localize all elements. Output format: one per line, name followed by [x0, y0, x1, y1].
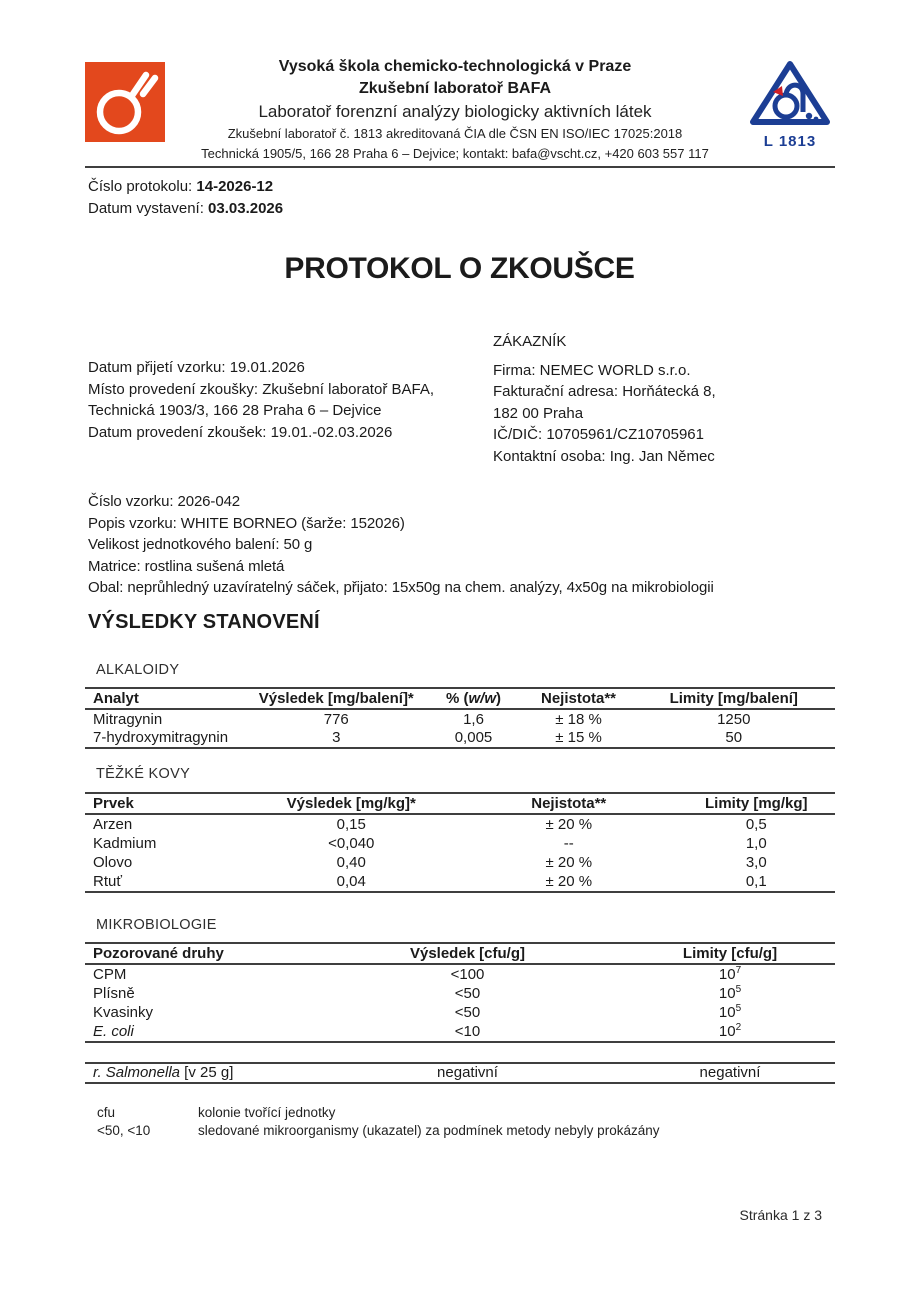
limit-cell: 0,5: [745, 815, 767, 833]
lab-full-name: Laboratoř forenzní analýzy biologicky aktivních látek: [258, 102, 652, 121]
lab-name: Zkušební laboratoř BAFA: [358, 80, 552, 97]
customer-info: [493, 331, 716, 467]
uncertainty-cell: ± 20 %: [460, 873, 678, 893]
column-header-percent: % (w/w): [423, 688, 525, 709]
intake-line: Datum přijetí vzorku: 19.01.2026: [88, 359, 305, 376]
table-row: [85, 814, 835, 834]
element-cell: Arzen: [93, 815, 133, 833]
limit-cell: 3,0: [745, 854, 767, 872]
limit-cell: 50: [633, 729, 836, 749]
result-cell: <10: [310, 1023, 625, 1043]
footnote-term: <50, <10: [97, 1122, 151, 1138]
result-cell: negativní: [310, 1063, 625, 1083]
column-header-uncertainty: Nejistota**: [525, 688, 633, 709]
sample-line: Matrice: rostlina sušená mletá: [88, 557, 285, 575]
footnote-text: kolonie tvořící jednotky: [198, 1105, 336, 1120]
column-header-limits: Limity [mg/balení]: [633, 688, 836, 709]
cia-accreditation-number: L 1813: [763, 133, 817, 150]
column-header-result: Výsledek [mg/balení]*: [250, 688, 423, 709]
column-header-species: Pozorované druhy: [85, 943, 310, 964]
table-row: [85, 853, 835, 873]
result-cell: 776: [323, 710, 349, 728]
issue-date-line: [88, 198, 283, 220]
limit-cell: 1250: [717, 710, 751, 728]
result-cell: <50: [454, 984, 481, 1002]
issue-date-value: 03.03.2026: [208, 200, 284, 217]
salmonella-prefix: r.: [93, 1064, 106, 1082]
footnote-term: cfu: [97, 1105, 116, 1120]
header-divider: [85, 166, 835, 168]
customer-line: 182 00 Praha: [493, 404, 584, 422]
column-header-analyte: Analyt: [85, 688, 250, 709]
sample-line: Číslo vzorku: 2026-042: [88, 493, 241, 510]
protocol-number-value: 14-2026-12: [196, 178, 274, 195]
alkaloids-section-label: ALKALOIDY: [96, 662, 180, 678]
protocol-number-line: [88, 176, 283, 198]
column-header-result: Výsledek [mg/kg]*: [243, 793, 461, 814]
limit-cell: $10^5$: [718, 1003, 742, 1022]
percent-cell: 1,6: [463, 710, 484, 728]
percent-cell: 0,005: [423, 729, 525, 749]
heavy-metals-section-label: TĚŽKÉ KOVY: [96, 766, 191, 782]
column-header-limits: Limity [cfu/g]: [625, 943, 835, 964]
cia-accreditation-logo: [745, 60, 835, 150]
table-row: [85, 1003, 835, 1023]
limit-cell: negativní: [625, 1063, 835, 1083]
result-cell: 0,04: [243, 873, 461, 893]
uncertainty-cell: --: [563, 834, 574, 852]
footnote-cfu: [97, 1104, 659, 1122]
salmonella-table: [85, 1062, 835, 1084]
alkaloids-header-row: [85, 688, 835, 709]
footnote-detection: [97, 1122, 659, 1140]
salmonella-species: Salmonella: [105, 1064, 180, 1082]
customer-line: Fakturační adresa: Horňátecká 8,: [493, 383, 716, 400]
page-number: Stránka 1 z 3: [739, 1207, 822, 1223]
issue-date-label: Datum vystavení:: [88, 200, 209, 217]
limit-cell: $10^7$: [718, 964, 742, 983]
element-cell: Kadmium: [93, 834, 157, 852]
table-row: [85, 729, 835, 749]
heavy-metals-table: [85, 792, 835, 893]
limit-cell: 0,1: [678, 873, 836, 893]
uncertainty-cell: ± 20 %: [545, 854, 593, 872]
footnote-text: sledované mikroorganismy (ukazatel) za podmínek metody nebyly prokázány: [198, 1122, 660, 1138]
results-heading: VÝSLEDKY STANOVENÍ: [88, 611, 320, 633]
intake-line: Místo provedení zkoušky: Zkušební laboratoř BAFA,: [88, 380, 434, 398]
microbiology-table: [85, 942, 835, 1043]
accreditation-line: Zkušební laboratoř č. 1813 akreditovaná ČIA dle ČSN EN ISO/IEC 17025:2018: [227, 126, 683, 141]
result-cell: 3: [250, 729, 423, 749]
document-title: PROTOKOL O ZKOUŠCE: [284, 252, 635, 285]
salmonella-label-cell: [85, 1063, 310, 1083]
result-cell: 0,40: [336, 854, 366, 872]
protocol-meta: [88, 176, 283, 220]
alkaloids-table: [85, 687, 835, 749]
sample-intake-info: [88, 357, 434, 443]
cia-triangle-icon: [746, 60, 834, 130]
protocol-number-label: Číslo protokolu:: [88, 178, 197, 195]
element-cell: Rtuť: [85, 873, 243, 893]
university-name: Vysoká škola chemicko-technologická v Praze: [278, 58, 632, 75]
footnotes: [97, 1104, 659, 1139]
sample-line: Velikost jednotkového balení: 50 g: [88, 536, 313, 553]
uncertainty-cell: ± 15 %: [525, 729, 633, 749]
species-cell: Kvasinky: [93, 1004, 154, 1022]
uncertainty-cell: ± 18 %: [555, 710, 602, 728]
uncertainty-cell: ± 20 %: [545, 815, 593, 833]
microbiology-header-row: [85, 943, 835, 964]
sample-line: Popis vzorku: WHITE BORNEO (šarže: 152026): [88, 514, 405, 532]
sample-details: [88, 491, 714, 599]
customer-heading: ZÁKAZNÍK: [493, 333, 567, 350]
vscht-logo-icon: [85, 62, 165, 142]
table-row: [85, 834, 835, 854]
species-cell: E. coli: [85, 1023, 310, 1043]
contact-line: Technická 1905/5, 166 28 Praha 6 – Dejvice; kontakt: bafa@vscht.cz, +420 603 557 117: [201, 146, 709, 161]
intake-line: Datum provedení zkoušek: 19.01.-02.03.2026: [88, 423, 393, 441]
salmonella-suffix: [v 25 g]: [180, 1064, 234, 1082]
analyte-cell: Mitragynin: [93, 710, 163, 728]
microbiology-section-label: MIKROBIOLOGIE: [96, 917, 217, 933]
species-cell: Plísně: [93, 984, 135, 1002]
result-cell: <50: [454, 1004, 481, 1022]
table-row: [85, 964, 835, 984]
column-header-uncertainty: Nejistota**: [460, 793, 678, 814]
table-row: [85, 1023, 835, 1043]
species-cell: CPM: [93, 965, 127, 983]
element-cell: Olovo: [93, 854, 133, 872]
header-text-block: [165, 56, 745, 163]
document-header: [85, 56, 835, 163]
limit-cell: 1,0: [745, 834, 767, 852]
column-header-limits: Limity [mg/kg]: [678, 793, 836, 814]
column-header-result: Výsledek [cfu/g]: [310, 943, 625, 964]
result-cell: <0,040: [328, 834, 375, 852]
customer-line: Kontaktní osoba: Ing. Jan Němec: [493, 447, 715, 465]
table-row: [85, 1063, 835, 1083]
customer-line: Firma: NEMEC WORLD s.r.o.: [493, 361, 691, 379]
limit-cell: $10^5$: [718, 983, 742, 1002]
table-row: [85, 984, 835, 1004]
limit-cell: $10^2$: [625, 1023, 835, 1043]
table-row: [85, 873, 835, 893]
result-cell: 0,15: [336, 815, 366, 833]
customer-line: IČ/DIČ: 10705961/CZ10705961: [493, 426, 704, 443]
sample-line: Obal: neprůhledný uzavíratelný sáček, přijato: 15x50g na chem. analýzy, 4x50g na mikrobiologii: [88, 579, 714, 596]
column-header-element: Prvek: [85, 793, 243, 814]
table-row: [85, 709, 835, 729]
intake-line: Technická 1903/3, 166 28 Praha 6 – Dejvice: [88, 402, 382, 419]
result-cell: <100: [450, 965, 485, 983]
analyte-cell: 7-hydroxymitragynin: [85, 729, 250, 749]
heavy-metals-header-row: [85, 793, 835, 814]
